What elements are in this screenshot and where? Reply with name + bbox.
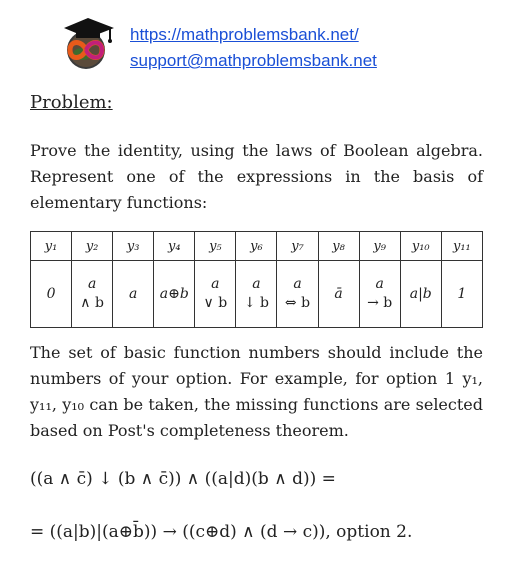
table-header-cell: y₁₀ (400, 232, 441, 261)
problem-heading: Problem: (30, 92, 113, 113)
site-logo-icon (56, 14, 120, 72)
table-header-cell: y₁₁ (441, 232, 482, 261)
site-url-link[interactable]: https://mathproblemsbank.net/ (130, 25, 359, 44)
table-cell: a|b (400, 261, 441, 328)
table-header-cell: y₃ (113, 232, 154, 261)
table-cell: a ⇔ b (277, 261, 318, 328)
table-cell: a (113, 261, 154, 328)
table-cell: a → b (359, 261, 400, 328)
table-cell: a ∨ b (195, 261, 236, 328)
table-cell: 1 (441, 261, 482, 328)
table-cell: 0 (31, 261, 72, 328)
table-header-cell: y₄ (154, 232, 195, 261)
table-header-row (31, 232, 483, 261)
table-header-cell: y₇ (277, 232, 318, 261)
elementary-functions-table (30, 231, 483, 328)
problem-statement: Prove the identity, using the laws of Boolean algebra. Represent one of the expressions in the basis of elementary functions: (30, 141, 483, 212)
support-email-link[interactable]: support@mathproblemsbank.net (130, 51, 377, 70)
table-cell: a ∧ b (72, 261, 113, 328)
table-header-cell: y₈ (318, 232, 359, 261)
identity-formula-left: ((a ∧ c̄) ↓ (b ∧ c̄)) ∧ ((a|d)(b ∧ d)) = (30, 469, 336, 489)
table-header-cell: y₂ (72, 232, 113, 261)
table-header-cell: y₁ (31, 232, 72, 261)
identity-formula-right: = ((a|b)|(a⊕b̄)) → ((c⊕d) ∧ (d → c)), option 2. (30, 522, 413, 542)
table-cell: a⊕b (154, 261, 195, 328)
table-cell: ā (318, 261, 359, 328)
site-header (56, 14, 496, 74)
table-header-cell: y₉ (359, 232, 400, 261)
table-row (31, 261, 483, 328)
table-header-cell: y₅ (195, 232, 236, 261)
table-header-cell: y₆ (236, 232, 277, 261)
instructions-text: The set of basic function numbers should include the numbers of your option. For example, for option 1 y₁, y₁₁, y₁₀ can be taken, the missing functions are selected based on Post's completeness theorem. (30, 343, 483, 440)
table-cell: a ↓ b (236, 261, 277, 328)
